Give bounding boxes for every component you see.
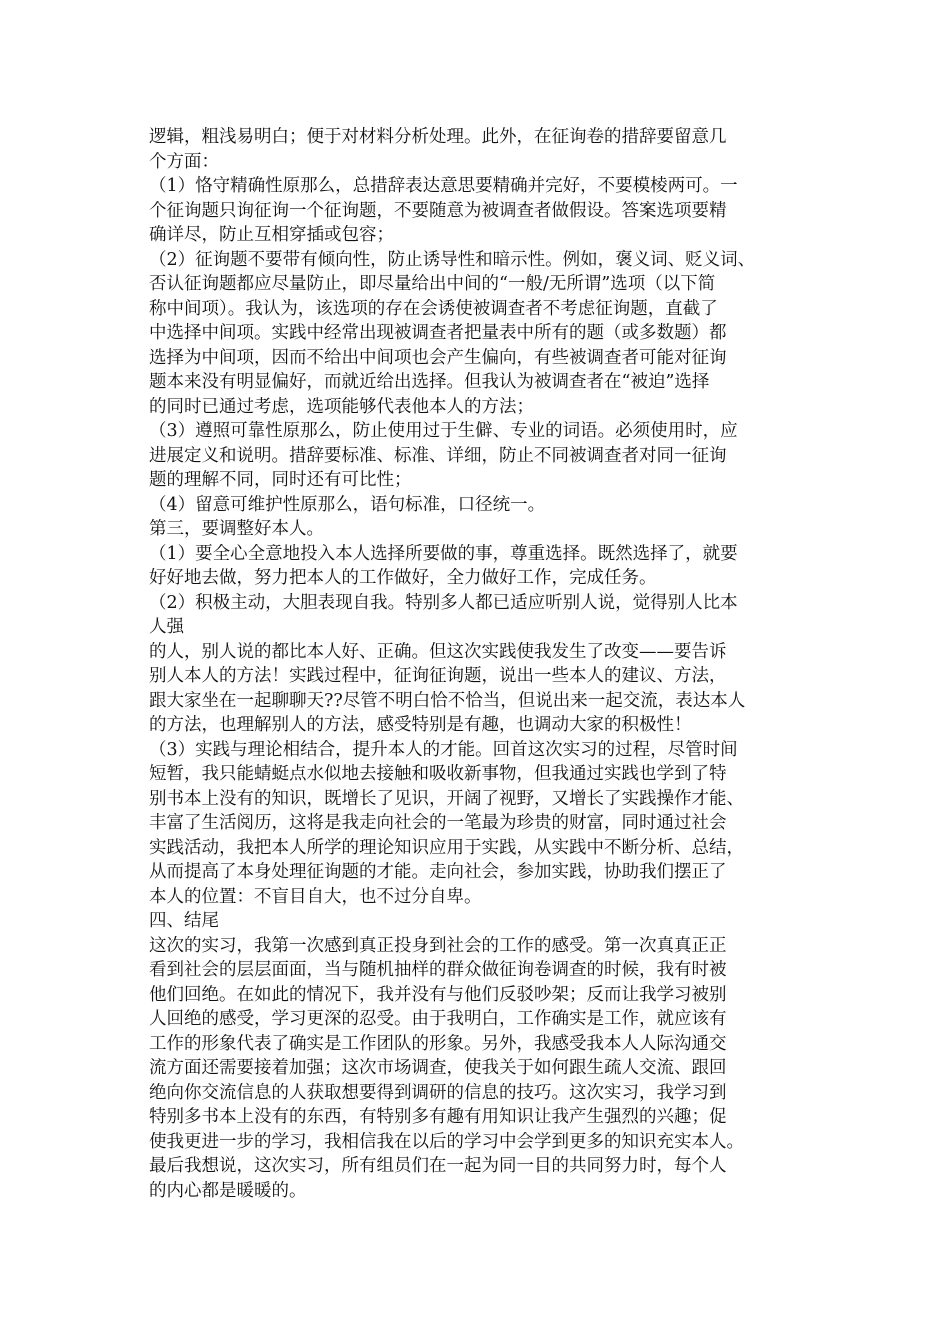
- text-line: （4）留意可维护性原那么，语句标准，口径统一。: [149, 494, 546, 515]
- text-line: 这次的实习，我第一次感到真正投身到社会的工作的感受。第一次真真正正: [149, 935, 727, 956]
- text-line: 短暂，我只能蜻蜓点水似地去接触和吸收新事物，但我通过实践也学到了特: [149, 764, 727, 784]
- text-line: 的内心都是暖暖的。: [149, 1180, 307, 1201]
- text-line: 使我更进一步的学习，我相信我在以后的学习中会学到更多的知识充实本人。: [149, 1131, 744, 1152]
- text-line: 的方法，也理解别人的方法，感受特别是有趣，也调动大家的积极性！: [149, 715, 692, 735]
- text-line: 确详尽，防止互相穿插或包容；: [149, 225, 394, 245]
- text-line: 本人的位置：不盲目自大，也不过分自卑。: [149, 886, 482, 907]
- text-line: 人回绝的感受，学习更深的忍受。由于我明白，工作确实是工作，就应该有: [149, 1009, 727, 1029]
- text-line: 工作的形象代表了确实是工作团队的形象。另外，我感受我本人人际沟通交: [149, 1033, 727, 1054]
- text-line: 从而提高了本身处理征询题的才能。走向社会，参加实践，协助我们摆正了: [149, 862, 727, 882]
- text-line: 否认征询题都应尽量防止，即尽量给出中间的“一般/无所谓”选项（以下简: [149, 274, 716, 294]
- text-line: 好好地去做，努力把本人的工作做好，全力做好工作，完成任务。: [149, 568, 657, 588]
- text-line: 看到社会的层层面面，当与随机抽样的群众做征询卷调查的时候，我有时被: [149, 960, 727, 980]
- text-line: 别人本人的方法！实践过程中，征询征询题，说出一些本人的建议、方法，: [149, 666, 727, 686]
- text-line: 最后我想说，这次实习，所有组员们在一起为同一目的共同努力时，每个人: [149, 1156, 727, 1176]
- text-line: 称中间项）。我认为，该选项的存在会诱使被调查者不考虑征询题，直截了: [149, 298, 718, 319]
- text-line: （1）要全心全意地投入本人选择所要做的事，尊重选择。既然选择了，就要: [149, 543, 738, 564]
- text-line: 选择为中间项，因而不给出中间项也会产生偏向，有些被调查者可能对征询: [149, 347, 727, 368]
- text-line: （1）恪守精确性原那么，总措辞表达意思要精确并完好，不要模棱两可。一: [149, 176, 738, 196]
- text-line: 个方面：: [149, 151, 219, 172]
- text-line: 进展定义和说明。措辞要标准、标准、详细，防止不同被调查者对同一征询: [149, 445, 727, 466]
- text-line: 题本来没有明显偏好，而就近给出选择。但我认为被调查者在“被迫”选择: [149, 372, 710, 392]
- text-line: 绝向你交流信息的人获取想要得到调研的信息的技巧。这次实习，我学习到: [149, 1082, 727, 1103]
- text-line: 他们回绝。在如此的情况下，我并没有与他们反驳吵架；反而让我学习被别: [149, 984, 727, 1005]
- section-heading: 四、结尾: [149, 911, 219, 931]
- text-line: 流方面还需要接着加强；这次市场调查，使我关于如何跟生疏人交流、跟回: [149, 1058, 727, 1078]
- text-line: 个征询题只询征询一个征询题，不要随意为被调查者做假设。答案选项要精: [149, 200, 727, 221]
- text-line: 题的理解不同，同时还有可比性；: [149, 470, 412, 490]
- text-line: 人强: [149, 617, 184, 637]
- text-line: 特别多书本上没有的东西，有特别多有趣有用知识让我产生强烈的兴趣；促: [149, 1107, 727, 1127]
- text-line: （3）实践与理论相结合，提升本人的才能。回首这次实习的过程，尽管时间: [149, 739, 738, 760]
- text-line: 的人，别人说的都比本人好、正确。但这次实践使我发生了改变——要告诉: [149, 641, 727, 662]
- text-line: 丰富了生活阅历，这将是我走向社会的一笔最为珍贵的财富，同时通过社会: [149, 813, 727, 833]
- document-body: [149, 125, 819, 1203]
- section-heading: 第三，要调整好本人。: [149, 519, 324, 539]
- text-line: 中选择中间项。实践中经常出现被调查者把量表中所有的题（或多数题）都: [149, 323, 727, 343]
- text-line: 别书本上没有的知识，既增长了见识，开阔了视野，又增长了实践操作才能、: [149, 788, 744, 809]
- text-line: （3）遵照可靠性原那么，防止使用过于生僻、专业的词语。必须使用时，应: [149, 421, 738, 441]
- text-line: 跟大家坐在一起聊聊天??尽管不明白恰不恰当，但说出来一起交流，表达本人: [149, 690, 746, 711]
- text-line: （2）征询题不要带有倾向性，防止诱导性和暗示性。例如，褒义词、贬义词、: [149, 249, 756, 270]
- text-line: 逻辑，粗浅易明白；便于对材料分析处理。此外，在征询卷的措辞要留意几: [149, 127, 727, 147]
- text-line: （2）积极主动，大胆表现自我。特别多人都已适应听别人说，觉得别人比本: [149, 592, 738, 613]
- text-line: 实践活动，我把本人所学的理论知识应用于实践，从实践中不断分析、总结，: [149, 837, 744, 858]
- text-line: 的同时已通过考虑，选项能够代表他本人的方法；: [149, 396, 534, 417]
